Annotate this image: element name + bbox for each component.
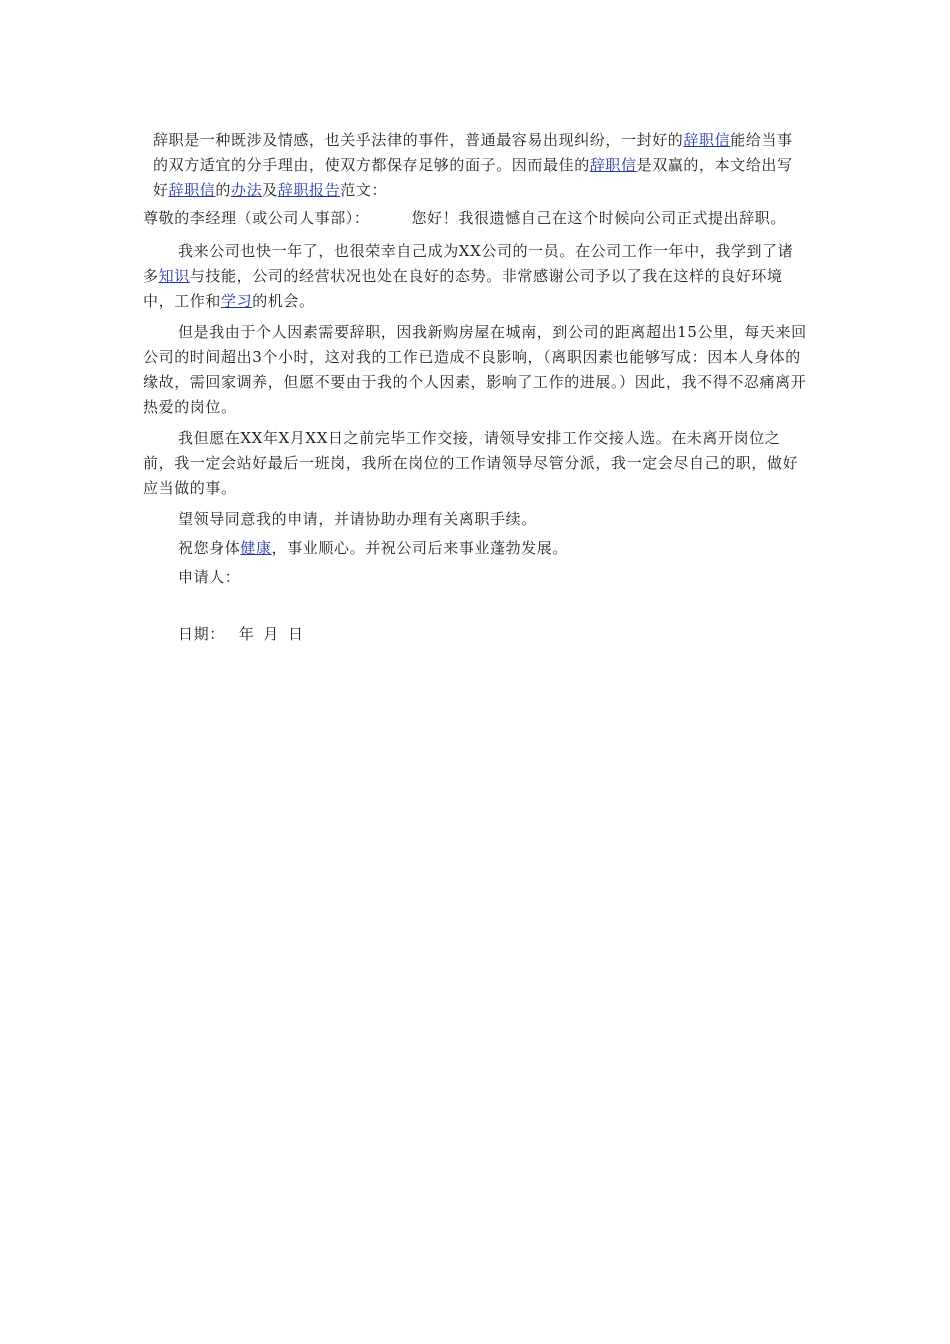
paragraph-request: 望领导同意我的申请，并请协助办理有关离职手续。 bbox=[178, 510, 537, 528]
letter-body bbox=[143, 128, 807, 647]
intro-text-6: 范文： bbox=[340, 181, 388, 199]
date-day: 日 bbox=[288, 625, 304, 643]
link-method[interactable]: 办法 bbox=[231, 181, 263, 199]
paragraph-wishes bbox=[143, 536, 807, 561]
para6-text-2: ，事业顺心。并祝公司后来事业蓬勃发展。 bbox=[271, 539, 569, 557]
para6-text-1: 祝您身体 bbox=[178, 539, 241, 557]
date-year: 年 bbox=[238, 625, 255, 643]
paragraph-handover: 我但愿在XX年X月XX日之前完毕工作交接，请领导安排工作交接人选。在未离开岗位之前，我一定会站好最后一班岗，我所在岗位的工作请领导尽管分派，我一定会尽自己的职，做好应当做的事。 bbox=[143, 429, 799, 497]
paragraph-experience bbox=[143, 239, 807, 314]
intro-text-3: 是双赢的，本文给出写好 bbox=[153, 156, 793, 199]
intro-text-4: 的 bbox=[215, 181, 232, 199]
para2-text-1: 我来公司也快一年了，也很荣幸自己成为XX公司的一员。在公司工作一年中，我学到了诸多 bbox=[143, 242, 794, 285]
link-resignation-report[interactable]: 辞职报告 bbox=[277, 181, 341, 199]
para2-text-2: 与技能，公司的经营状况也处在良好的态势。非常感谢公司予以了我在这样的良好环境中，工作和 bbox=[143, 267, 783, 310]
link-resignation-letter-3[interactable]: 辞职信 bbox=[168, 181, 216, 199]
link-resignation-letter-2[interactable]: 辞职信 bbox=[589, 156, 637, 174]
addressee: 尊敬的李经理（或公司人事部）： bbox=[143, 209, 370, 227]
intro-text-1: 辞职是一种既涉及情感，也关乎法律的事件，普通最容易出现纠纷，一封好的 bbox=[153, 131, 684, 149]
para2-text-3: 的机会。 bbox=[252, 292, 315, 310]
paragraph-reason: 但是我由于个人因素需要辞职，因我新购房屋在城南，到公司的距离超出15公里，每天来回公司的时间超出3个小时，这对我的工作已造成不良影响，（离职因素也能够写成：因本人身体的缘故，需回家调养，但愿不要由于我的个人因素，影响了工作的进展。）因此，我不得不忍痛离开热爱的岗位。 bbox=[143, 323, 807, 416]
salutation-paragraph bbox=[143, 206, 807, 231]
intro-text-2: 能给当事的双方适宜的分手理由，使双方都保存足够的面子。因而最佳的 bbox=[153, 131, 793, 174]
link-resignation-letter-1[interactable]: 辞职信 bbox=[683, 131, 731, 149]
intro-paragraph bbox=[143, 128, 807, 203]
date-month: 月 bbox=[263, 625, 280, 643]
link-knowledge[interactable]: 知识 bbox=[158, 267, 190, 285]
signature-line: 申请人： bbox=[178, 568, 241, 586]
link-study[interactable]: 学习 bbox=[221, 292, 253, 310]
link-health[interactable]: 健康 bbox=[240, 539, 272, 557]
greeting-text: 您好！我很遗憾自己在这个时候向公司正式提出辞职。 bbox=[411, 209, 786, 227]
intro-text-5: 及 bbox=[262, 181, 278, 199]
date-line bbox=[143, 622, 807, 647]
date-label: 日期： bbox=[178, 625, 225, 643]
